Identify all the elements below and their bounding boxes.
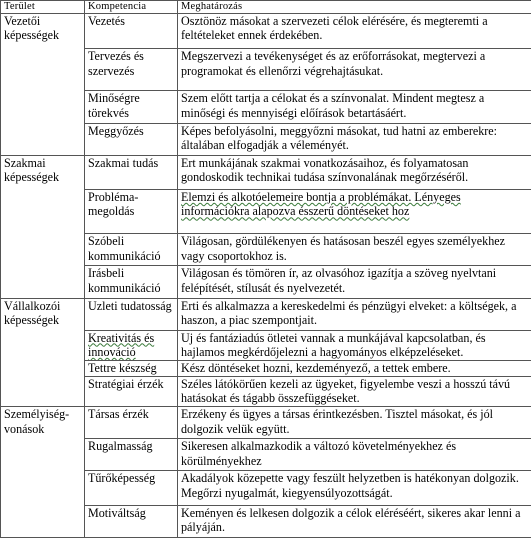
table-row [1,407,531,439]
definition-cell [178,189,531,233]
definition-cell: Elemzi és alkotóelemeire bontja a problémákat. Lényeges információkra alapozva ésszerű döntéseket hoz [181,189,461,219]
area-cell: Vezetői képességek [1,14,85,156]
definition-cell: Akadályok közepette vagy feszült helyzetben is hatékonyan dolgozik. Megőrzi nyugalmát, kiegyensúlyozottságát. [178,471,531,505]
competence-cell: Stratégiai érzék [85,376,178,406]
competence-cell: Motiváltság [85,505,178,537]
competence-cell: Rugalmasság [85,439,178,471]
competence-cell: Tűrőképesség [85,471,178,505]
table-row [1,298,531,330]
header-competence: Kompetencia [85,1,178,14]
competence-cell: Kreativitás és innováció [88,330,155,360]
header-area: Terület [1,1,85,14]
definition-cell: Szem előtt tartja a célokat és a színvonalat. Mindent megtesz a minőségi és mennyiségi előírások betartásáért. [178,91,531,123]
area-cell: Vállalkozói képességek [1,298,85,407]
header-definition: Meghatározás [178,1,531,14]
definition-cell: Világosan és tömören ír, az olvasóhoz igazítja a szöveg nyelvtani felépítését, stílusát és nyelvezetét. [178,266,531,298]
definition-cell: Sikeresen alkalmazkodik a változó követelményekhez és körülményekhez [178,439,531,471]
definition-cell: Képes befolyásolni, meggyőzni másokat, tud hatni az emberekre: általában elfogadják a véleményét. [178,123,531,155]
competence-cell: Szakmai tudás [85,155,178,189]
table-row [1,155,531,189]
competence-cell: Társas érzék [85,407,178,439]
area-cell: Személyiség-vonások [1,407,85,538]
competence-cell: Meggyőzés [85,123,178,155]
definition-cell: Megszervezi a tevékenységet és az erőforrásokat, megtervezi a programokat és ellenőrzi végrehajtásukat. [178,49,531,91]
definition-cell: Erzékeny és ügyes a társas érintkezésben. Tisztel másokat, és jól dolgozik velük együtt. [178,407,531,439]
header-row [1,1,531,14]
table-row [1,14,531,49]
definition-cell: Osztönöz másokat a szervezeti célok elérésére, és megteremti a feltételeket ennek érdekében. [178,14,531,49]
competence-cell: Irásbeli kommunikáció [85,266,178,298]
competence-cell: Vezetés [85,14,178,49]
definition-cell: Ert munkájának szakmai vonatkozásaihoz, és folyamatosan gondoskodik technikai tudása színvonalának megőrzéséről. [178,155,531,189]
definition-cell: Kész döntéseket hozni, kezdeményező, a tettek embere. [178,360,531,376]
competence-cell: Szóbeli kommunikáció [85,234,178,266]
competence-cell: Minőségre törekvés [85,91,178,123]
competence-cell: Probléma-megoldás [85,189,178,233]
competence-cell: Uzleti tudatosság [85,298,178,330]
definition-cell: Erti és alkalmazza a kereskedelmi és pénzügyi elveket: a költségek, a haszon, a piac szempontjait. [178,298,531,330]
competence-cell: Tervezés és szervezés [85,49,178,91]
area-cell: Szakmai képességek [1,155,85,298]
definition-cell: Világosan, gördülékenyen és hatásosan beszél egyes személyekhez vagy csoportokhoz is. [178,234,531,266]
competence-cell: Tettre készség [85,360,178,376]
competence-cell [85,330,178,360]
definition-cell: Széles látókörűen kezeli az ügyeket, figyelembe veszi a hosszú távú hatásokat és tágabb összefüggéseket. [178,376,531,406]
definition-cell: Uj és fantáziadús ötletei vannak a munkájával kapcsolatban, és hajlamos megkérdőjelezni a hagyományos elképzeléseket. [178,330,531,360]
definition-cell: Keményen és lelkesen dolgozik a célok eléréséért, sikeres akar lenni a pályáján. [178,505,531,537]
